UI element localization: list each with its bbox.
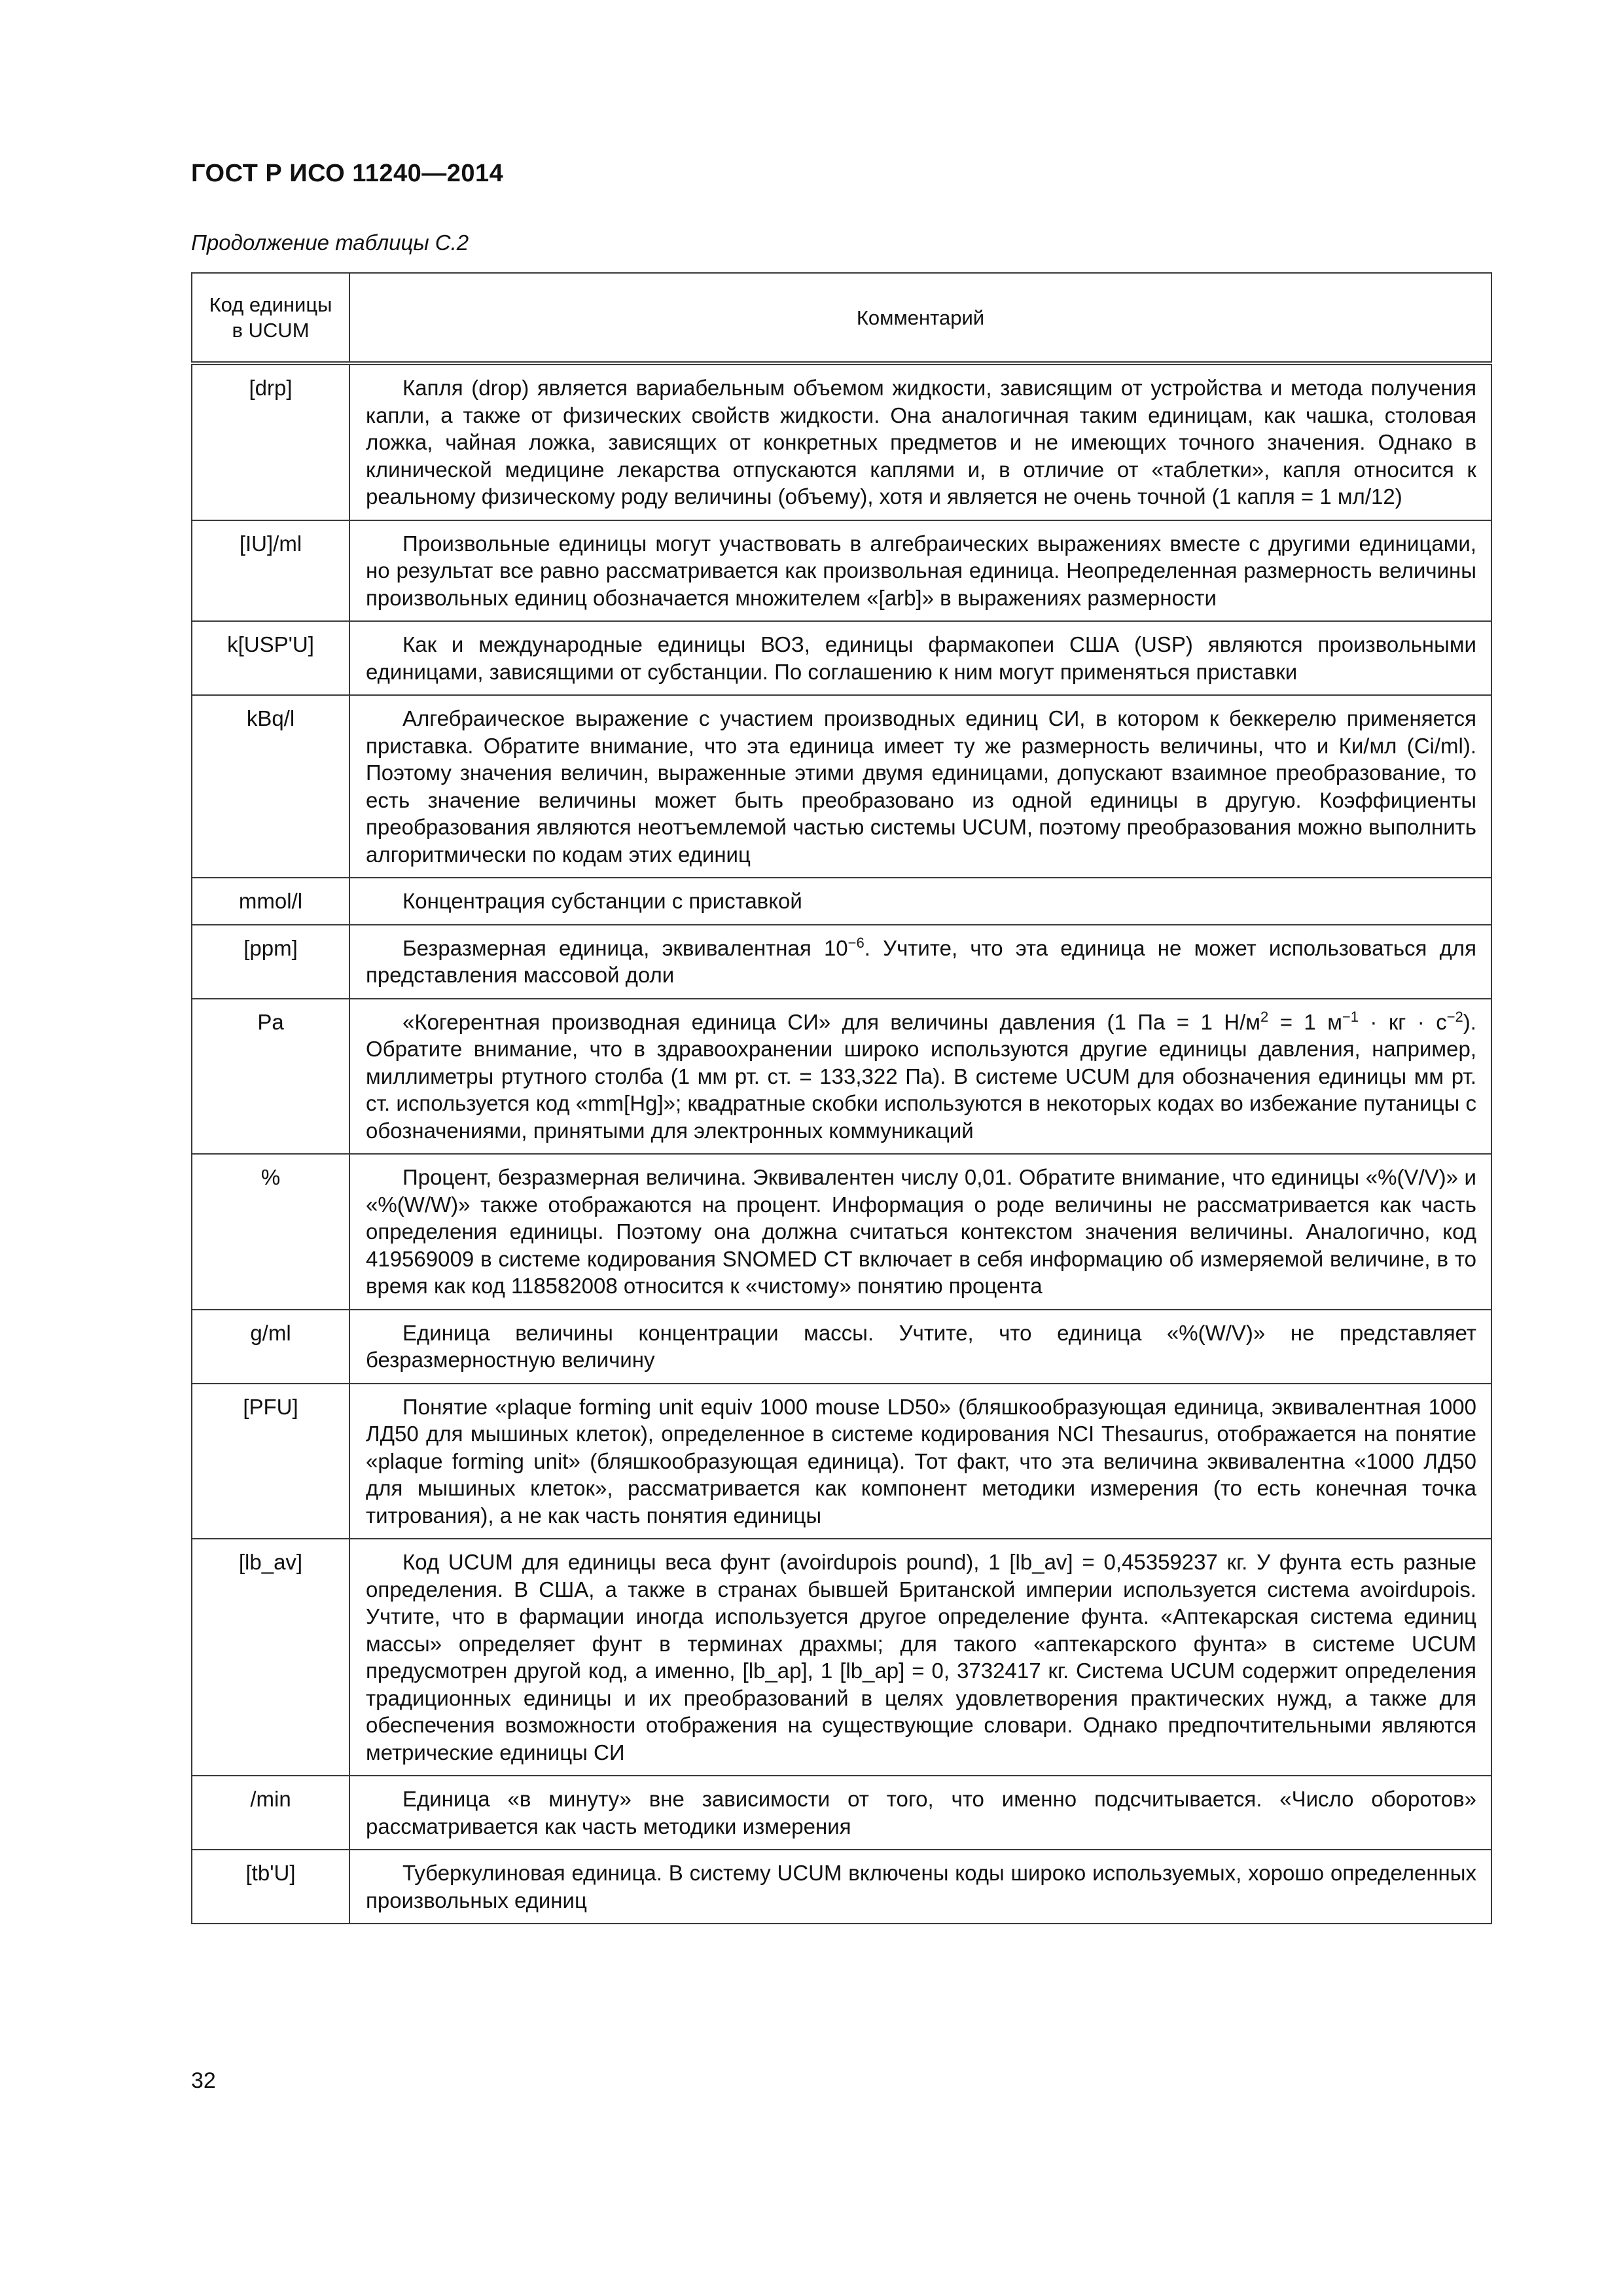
comment-text: . Учтите, что эта единица не может использоваться для представления массовой доли (366, 935, 1476, 987)
unit-comment: Капля (drop) является вариабельным объемом жидкости, зависящим от устройства и метода получения капли, а также от физических свойств жидкости. Она аналогичная таким единицам, как чашка, столовая ложка, чайная ложка, зависящих от конкретных предметов и не имеющих точного значения. Однако в клинической медицине лекарства отпускаются каплями и, в отличие от «таблетки», капля относится к реальному физическому роду величины (объему), хотя и является не очень точной (1 капля = 1 мл/12) (349, 363, 1491, 520)
comment-text: = 1 м (1268, 1009, 1342, 1034)
table-row (192, 999, 1491, 1155)
table-caption: Продолжение таблицы С.2 (191, 230, 469, 255)
column-header-code-line2: в UCUM (232, 319, 310, 342)
unit-comment: Понятие «plaque forming unit equiv 1000 mouse LD50» (бляшкообразующая единица, эквивалентная 1000 ЛД50 для мышиных клеток), определенное в системе кодирования NCI Thesaurus, отображается на понятие «plaque forming unit» (бляшкообразующая единица). Тот факт, что эта величина эквивалентна «1000 ЛД50 для мышиных клеток», рассматривается как компонент методики измерения (то есть конечная точка титрования), а не как часть понятия единицы (349, 1384, 1491, 1539)
unit-code: [tb'U] (192, 1850, 349, 1924)
table-row (192, 1539, 1491, 1776)
units-table (191, 272, 1492, 1924)
comment-text: «Когерентная производная единица СИ» для величины давления (1 Па = 1 Н/м (402, 1009, 1260, 1034)
document-id: ГОСТ Р ИСО 11240—2014 (191, 160, 504, 187)
column-header-comment: Комментарий (349, 273, 1491, 363)
unit-comment: Концентрация субстанции с приставкой (349, 878, 1491, 925)
unit-code: [drp] (192, 363, 349, 520)
unit-comment: Процент, безразмерная величина. Эквивалентен числу 0,01. Обратите внимание, что единицы «%(V/V)» и «%(W/W)» также отображаются на процент. Информация о роде величины не рассматривается как часть определения единицы. Поэтому она должна считаться контекстом значения величины. Аналогично, код 419569009 в системе кодирования SNOMED CT включает в себя информацию об измеряемой величине, в то время как код 118582008 относится к «чистому» понятию процента (349, 1154, 1491, 1310)
column-header-code-line1: Код единицы (209, 293, 332, 316)
unit-comment: Как и международные единицы ВОЗ, единицы фармакопеи США (USP) являются произвольными единицами, зависящими от субстанции. По соглашению к ним могут применяться приставки (349, 621, 1491, 695)
unit-comment: Туберкулиновая единица. В систему UCUM включены коды широко используемых, хорошо определенных произвольных единиц (349, 1850, 1491, 1924)
exponent: −6 (847, 934, 865, 951)
column-header-code (192, 273, 349, 363)
unit-comment: Алгебраическое выражение с участием производных единиц СИ, в котором к беккерелю применяется приставка. Обратите внимание, что эта единица имеет ту же размерность величины, что и Ки/мл (Ci/ml). Поэтому значения величин, выраженные этими двумя единицами, допускают взаимное преобразование, то есть значение величины может быть преобразовано из одной единицы в другую. Коэффициенты преобразования являются неотъемлемой частью системы UCUM, поэтому преобразования можно выполнить алгоритмически по кодам этих единиц (349, 695, 1491, 878)
exponent: −2 (1446, 1008, 1463, 1025)
unit-code: % (192, 1154, 349, 1310)
unit-code: kBq/l (192, 695, 349, 878)
table-row (192, 1776, 1491, 1850)
unit-comment: Произвольные единицы могут участвовать в алгебраических выражениях вместе с другими единицами, но результат все равно рассматривается как произвольная единица. Неопределенная размерность величины произвольных единиц обозначается множителем «[arb]» в выражениях размерности (349, 520, 1491, 622)
table-header-row (192, 273, 1491, 363)
unit-code: [lb_av] (192, 1539, 349, 1776)
comment-text: · кг · с (1358, 1009, 1447, 1034)
unit-code: k[USP'U] (192, 621, 349, 695)
table-row (192, 1850, 1491, 1924)
table-row (192, 621, 1491, 695)
unit-comment (349, 999, 1491, 1155)
unit-code: mmol/l (192, 878, 349, 925)
unit-code: [PFU] (192, 1384, 349, 1539)
comment-text: ). Обратите внимание, что в здравоохранении широко используются другие единицы давления, например, миллиметры ртутного столба (1 мм рт. ст. = 133,322 Па). В системе UCUM для обозначения единицы мм рт. ст. используется код «mm[Hg]»; квадратные скобки используются в некоторых кодах во избежание путаницы с обозначениями, принятыми для электронных коммуникаций (366, 1009, 1476, 1143)
unit-comment: Единица величины концентрации массы. Учтите, что единица «%(W/V)» не представляет безразмерностную величину (349, 1310, 1491, 1384)
unit-code: [ppm] (192, 925, 349, 999)
unit-comment: Код UCUM для единицы веса фунт (avoirdupois pound), 1 [lb_av] = 0,45359237 кг. У фунта есть разные определения. В США, а также в странах бывшей Британской империи используется система avoirdupois. Учтите, что в фармации иногда используется другое определение фунта. «Аптекарская система единиц массы» определяет фунт в терминах драхмы; для такого «аптекарского фунта» в системе UCUM предусмотрен другой код, а именно, [lb_ap], 1 [lb_ap] = 0, 3732417 кг. Система UCUM содержит определения традиционных единицы и их преобразований в целях удовлетворения практических нужд, а также для обеспечения возможности отображения на существующие словари. Однако предпочтительными являются метрические единицы СИ (349, 1539, 1491, 1776)
table-row (192, 1154, 1491, 1310)
unit-code: [IU]/ml (192, 520, 349, 622)
exponent: −1 (1342, 1008, 1359, 1025)
table-row (192, 363, 1491, 520)
table-row (192, 1384, 1491, 1539)
unit-code: g/ml (192, 1310, 349, 1384)
unit-comment (349, 925, 1491, 999)
table-row (192, 520, 1491, 622)
table-row (192, 695, 1491, 878)
comment-text: Безразмерная единица, эквивалентная 10 (402, 935, 848, 960)
table-row (192, 1310, 1491, 1384)
unit-code: Pa (192, 999, 349, 1155)
unit-comment: Единица «в минуту» вне зависимости от того, что именно подсчитывается. «Число оборотов» рассматривается как часть методики измерения (349, 1776, 1491, 1850)
table-row (192, 925, 1491, 999)
exponent: 2 (1260, 1008, 1269, 1025)
table-row (192, 878, 1491, 925)
page-number: 32 (191, 2068, 216, 2093)
unit-code: /min (192, 1776, 349, 1850)
